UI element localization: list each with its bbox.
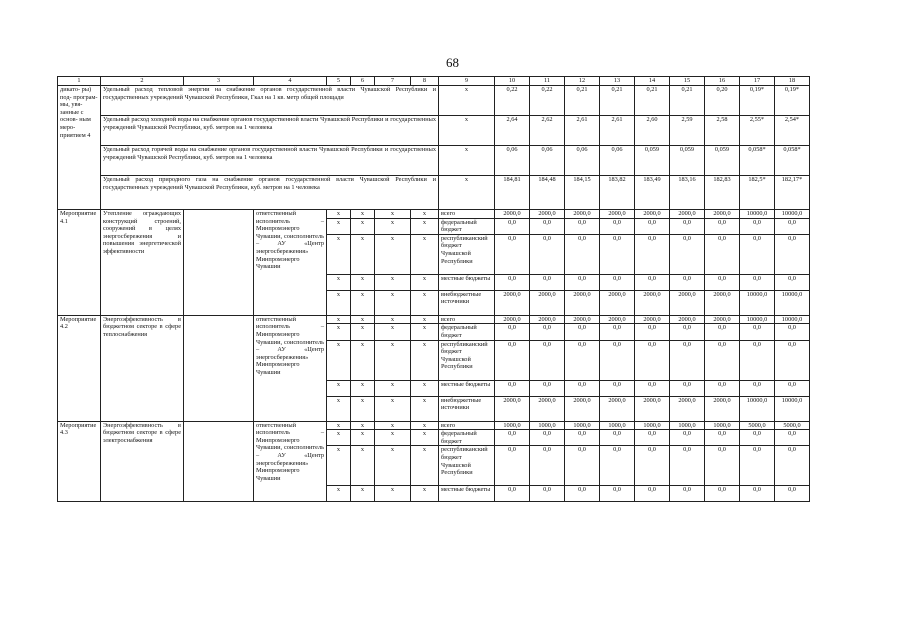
funding-value: 10000,0 (775, 396, 810, 421)
indicator-value: 0,21 (565, 86, 600, 116)
funding-value: 0,0 (740, 340, 775, 380)
funding-value: 0,0 (530, 430, 565, 446)
funding-value: 2000,0 (600, 315, 635, 324)
header-row (58, 77, 810, 86)
funding-value: 10000,0 (775, 315, 810, 324)
funding-value: 0,0 (495, 380, 530, 396)
funding-value: 2000,0 (565, 396, 600, 421)
indicator-row (58, 176, 810, 210)
funding-value: 0,0 (565, 446, 600, 486)
funding-value: 0,0 (705, 234, 740, 274)
x-mark-cell: x (375, 218, 411, 234)
x-mark-cell: x (327, 274, 351, 290)
funding-source: всего (439, 315, 495, 324)
x-mark-cell: x (327, 486, 351, 502)
x-mark-cell: x (351, 324, 375, 340)
measure-name: Мероприятие 4.2 (58, 315, 101, 421)
funding-value: 1000,0 (635, 421, 670, 430)
x-mark-cell: x (375, 340, 411, 380)
x-mark-cell: x (375, 234, 411, 274)
x-mark-cell: x (327, 218, 351, 234)
indicator-value: 182,83 (705, 176, 740, 210)
funding-value: 0,0 (635, 218, 670, 234)
funding-value: 0,0 (530, 234, 565, 274)
x-mark-cell: x (351, 290, 375, 315)
x-mark-cell: x (351, 218, 375, 234)
funding-value: 10000,0 (740, 290, 775, 315)
header-cell: 7 (375, 77, 411, 86)
measure-title: Энергоэффективность в бюджетном секторе в сфере электроснабжения (101, 421, 184, 502)
header-cell: 1 (58, 77, 101, 86)
indicator-value: 0,21 (670, 86, 705, 116)
funding-value: 0,0 (600, 380, 635, 396)
header-cell: 10 (495, 77, 530, 86)
funding-value: 0,0 (670, 430, 705, 446)
funding-value: 0,0 (600, 340, 635, 380)
funding-row (58, 315, 810, 324)
funding-value: 2000,0 (530, 396, 565, 421)
funding-value: 10000,0 (740, 315, 775, 324)
funding-value: 10000,0 (775, 290, 810, 315)
measure-responsible: ответственный исполнитель – Минпромэнерго Чувашии, соисполнитель – АУ «Центр энергосбережения» Минпромэнерго Чувашии (254, 421, 327, 502)
indicator-value: 182,5* (740, 176, 775, 210)
header-cell: 13 (600, 77, 635, 86)
funding-value: 0,0 (565, 218, 600, 234)
funding-value: 0,0 (530, 340, 565, 380)
x-mark-cell: x (375, 486, 411, 502)
funding-source: внебюджетные источники (439, 396, 495, 421)
funding-value: 0,0 (495, 274, 530, 290)
funding-value: 0,0 (565, 234, 600, 274)
x-mark-cell: x (375, 210, 411, 219)
funding-row (58, 421, 810, 430)
indicator-value: 0,19* (740, 86, 775, 116)
indicator-value: 2,61 (600, 116, 635, 146)
measure-title: Утепление ограждающих конструкций строений, сооружений в целях энергосбережения и повышения энергетической эффективности (101, 210, 184, 316)
x-mark-cell: x (327, 324, 351, 340)
indicator-description: Удельный расход холодной воды на снабжение органов государственной власти Чувашской Республики и государственных учреждений Чувашской Республики, куб. метров на 1 человека (101, 116, 439, 146)
x-mark-cell: x (411, 486, 439, 502)
funding-value: 2000,0 (600, 210, 635, 219)
funding-value: 1000,0 (530, 421, 565, 430)
funding-value: 0,0 (600, 234, 635, 274)
funding-value: 0,0 (635, 486, 670, 502)
indicator-value: 182,17* (775, 176, 810, 210)
funding-value: 0,0 (635, 430, 670, 446)
indicator-block-label: дикато- ры) под- програм- мы, увя- занные с основ- ным меро- приятием 4 (58, 86, 101, 210)
funding-value: 0,0 (740, 380, 775, 396)
x-mark-cell: x (411, 430, 439, 446)
funding-source: всего (439, 210, 495, 219)
funding-value: 0,0 (740, 274, 775, 290)
funding-value: 0,0 (495, 446, 530, 486)
funding-value: 0,0 (530, 446, 565, 486)
funding-value: 0,0 (670, 324, 705, 340)
header-cell: 6 (351, 77, 375, 86)
funding-value: 10000,0 (740, 210, 775, 219)
x-mark-cell: x (351, 340, 375, 380)
funding-value: 0,0 (775, 324, 810, 340)
funding-value: 2000,0 (635, 210, 670, 219)
funding-source: местные бюджеты (439, 274, 495, 290)
funding-value: 0,0 (705, 274, 740, 290)
funding-value: 0,0 (775, 218, 810, 234)
funding-value: 0,0 (565, 486, 600, 502)
header-cell: 8 (411, 77, 439, 86)
funding-row (58, 210, 810, 219)
indicator-value: 0,059 (635, 146, 670, 176)
empty-cell (184, 210, 254, 316)
measure-name: Мероприятие 4.1 (58, 210, 101, 316)
indicator-value: 0,19* (775, 86, 810, 116)
indicator-mark: x (439, 176, 495, 210)
funding-value: 0,0 (740, 446, 775, 486)
funding-value: 0,0 (775, 486, 810, 502)
funding-value: 2000,0 (565, 290, 600, 315)
funding-value: 0,0 (530, 218, 565, 234)
funding-value: 0,0 (495, 234, 530, 274)
funding-source: республиканский бюджет Чувашской Республики (439, 446, 495, 486)
funding-value: 0,0 (670, 218, 705, 234)
funding-value: 0,0 (670, 274, 705, 290)
x-mark-cell: x (411, 421, 439, 430)
funding-value: 2000,0 (495, 315, 530, 324)
funding-value: 0,0 (530, 486, 565, 502)
indicator-value: 0,21 (600, 86, 635, 116)
funding-value: 2000,0 (635, 396, 670, 421)
funding-value: 0,0 (705, 446, 740, 486)
x-mark-cell: x (327, 290, 351, 315)
x-mark-cell: x (351, 486, 375, 502)
funding-source: республиканский бюджет Чувашской Республики (439, 340, 495, 380)
funding-value: 2000,0 (705, 290, 740, 315)
funding-value: 0,0 (565, 274, 600, 290)
indicator-value: 0,06 (600, 146, 635, 176)
indicator-value: 0,21 (635, 86, 670, 116)
funding-source: республиканский бюджет Чувашской Республики (439, 234, 495, 274)
x-mark-cell: x (411, 396, 439, 421)
measure-responsible: ответственный исполнитель – Минпромэнерго Чувашии, соисполнитель – АУ «Центр энергосбережения» Минпромэнерго Чувашии (254, 210, 327, 316)
indicator-value: 0,06 (565, 146, 600, 176)
funding-value: 0,0 (600, 274, 635, 290)
x-mark-cell: x (375, 446, 411, 486)
funding-value: 0,0 (530, 380, 565, 396)
x-mark-cell: x (351, 274, 375, 290)
x-mark-cell: x (327, 380, 351, 396)
funding-value: 0,0 (565, 430, 600, 446)
funding-value: 0,0 (635, 274, 670, 290)
empty-cell (184, 421, 254, 502)
funding-value: 0,0 (670, 380, 705, 396)
indicator-row (58, 116, 810, 146)
header-cell: 5 (327, 77, 351, 86)
header-cell: 2 (101, 77, 184, 86)
x-mark-cell: x (351, 446, 375, 486)
funding-source: федеральный бюджет (439, 430, 495, 446)
indicator-value: 0,06 (495, 146, 530, 176)
header-cell: 9 (439, 77, 495, 86)
x-mark-cell: x (375, 380, 411, 396)
indicator-mark: x (439, 146, 495, 176)
funding-value: 1000,0 (705, 421, 740, 430)
x-mark-cell: x (411, 290, 439, 315)
indicator-value: 0,059 (670, 146, 705, 176)
x-mark-cell: x (375, 396, 411, 421)
x-mark-cell: x (375, 274, 411, 290)
funding-value: 2000,0 (705, 396, 740, 421)
funding-value: 2000,0 (495, 396, 530, 421)
indicator-value: 184,48 (530, 176, 565, 210)
funding-value: 0,0 (705, 486, 740, 502)
funding-value: 0,0 (495, 486, 530, 502)
funding-source: федеральный бюджет (439, 324, 495, 340)
funding-value: 0,0 (530, 274, 565, 290)
funding-value: 2000,0 (495, 210, 530, 219)
x-mark-cell: x (375, 290, 411, 315)
indicator-value: 2,55* (740, 116, 775, 146)
funding-value: 2000,0 (530, 315, 565, 324)
funding-value: 1000,0 (670, 421, 705, 430)
indicator-value: 183,49 (635, 176, 670, 210)
funding-value: 2000,0 (705, 315, 740, 324)
funding-value: 0,0 (705, 218, 740, 234)
funding-value: 2000,0 (670, 315, 705, 324)
x-mark-cell: x (351, 315, 375, 324)
funding-value: 2000,0 (670, 210, 705, 219)
indicator-value: 183,82 (600, 176, 635, 210)
page-number: 68 (446, 55, 459, 70)
header-cell: 3 (184, 77, 254, 86)
indicator-value: 2,64 (495, 116, 530, 146)
x-mark-cell: x (375, 324, 411, 340)
funding-source: всего (439, 421, 495, 430)
header-cell: 17 (740, 77, 775, 86)
funding-source: федеральный бюджет (439, 218, 495, 234)
indicator-value: 0,059 (705, 146, 740, 176)
funding-value: 2000,0 (635, 290, 670, 315)
header-cell: 18 (775, 77, 810, 86)
funding-value: 0,0 (775, 380, 810, 396)
indicator-mark: x (439, 86, 495, 116)
funding-value: 2000,0 (670, 396, 705, 421)
funding-value: 0,0 (705, 324, 740, 340)
funding-value: 0,0 (670, 234, 705, 274)
funding-value: 2000,0 (600, 396, 635, 421)
funding-value: 0,0 (740, 430, 775, 446)
funding-value: 0,0 (565, 340, 600, 380)
funding-value: 5000,0 (775, 421, 810, 430)
funding-value: 2000,0 (600, 290, 635, 315)
funding-value: 1000,0 (600, 421, 635, 430)
funding-value: 0,0 (635, 446, 670, 486)
funding-value: 0,0 (495, 340, 530, 380)
funding-value: 0,0 (530, 324, 565, 340)
x-mark-cell: x (411, 340, 439, 380)
funding-value: 0,0 (600, 218, 635, 234)
measure-name: Мероприятие 4.3 (58, 421, 101, 502)
indicator-description: Удельный расход тепловой энергии на снабжение органов государственной власти Чувашской Республики и государственных учреждений Чувашской Республики, Гкал на 1 кв. метр общей площади (101, 86, 439, 116)
x-mark-cell: x (411, 324, 439, 340)
x-mark-cell: x (375, 421, 411, 430)
funding-source: местные бюджеты (439, 486, 495, 502)
funding-value: 0,0 (495, 324, 530, 340)
indicator-value: 0,058* (775, 146, 810, 176)
funding-value: 0,0 (635, 324, 670, 340)
x-mark-cell: x (327, 446, 351, 486)
funding-value: 1000,0 (495, 421, 530, 430)
funding-value: 2000,0 (565, 210, 600, 219)
program-table (57, 76, 810, 502)
funding-value: 0,0 (495, 218, 530, 234)
funding-value: 0,0 (600, 486, 635, 502)
indicator-description: Удельный расход горячей воды на снабжение органов государственной власти Чувашской Республики и государственных учреждений Чувашской Республики, куб. метров на 1 человека (101, 146, 439, 176)
funding-value: 0,0 (600, 324, 635, 340)
header-cell: 11 (530, 77, 565, 86)
indicator-mark: x (439, 116, 495, 146)
indicator-value: 184,81 (495, 176, 530, 210)
empty-cell (184, 315, 254, 421)
funding-value: 2000,0 (635, 315, 670, 324)
indicator-value: 184,15 (565, 176, 600, 210)
x-mark-cell: x (411, 446, 439, 486)
x-mark-cell: x (327, 234, 351, 274)
funding-value: 10000,0 (740, 396, 775, 421)
header-cell: 4 (254, 77, 327, 86)
indicator-value: 2,61 (565, 116, 600, 146)
funding-value: 0,0 (775, 234, 810, 274)
funding-value: 1000,0 (565, 421, 600, 430)
funding-source: внебюджетные источники (439, 290, 495, 315)
funding-value: 2000,0 (705, 210, 740, 219)
funding-value: 0,0 (670, 340, 705, 380)
x-mark-cell: x (351, 396, 375, 421)
x-mark-cell: x (327, 340, 351, 380)
x-mark-cell: x (327, 421, 351, 430)
indicator-value: 0,06 (530, 146, 565, 176)
funding-value: 0,0 (670, 486, 705, 502)
header-cell: 15 (670, 77, 705, 86)
indicator-value: 2,62 (530, 116, 565, 146)
measure-responsible: ответственный исполнитель – Минпромэнерго Чувашии, соисполнитель – АУ «Центр энергосбережения» Минпромэнерго Чувашии (254, 315, 327, 421)
indicator-value: 2,59 (670, 116, 705, 146)
indicator-value: 183,16 (670, 176, 705, 210)
x-mark-cell: x (411, 210, 439, 219)
x-mark-cell: x (327, 210, 351, 219)
funding-value: 2000,0 (565, 315, 600, 324)
funding-value: 0,0 (740, 234, 775, 274)
funding-value: 0,0 (740, 218, 775, 234)
x-mark-cell: x (327, 430, 351, 446)
x-mark-cell: x (351, 430, 375, 446)
indicator-value: 2,60 (635, 116, 670, 146)
funding-value: 0,0 (740, 486, 775, 502)
funding-value: 0,0 (775, 446, 810, 486)
x-mark-cell: x (351, 380, 375, 396)
funding-value: 0,0 (670, 446, 705, 486)
funding-value: 0,0 (705, 430, 740, 446)
funding-value: 0,0 (775, 274, 810, 290)
funding-value: 2000,0 (530, 290, 565, 315)
funding-value: 0,0 (775, 340, 810, 380)
x-mark-cell: x (351, 421, 375, 430)
funding-value: 0,0 (600, 446, 635, 486)
indicator-description: Удельный расход природного газа на снабжение органов государственной власти Чувашской Республики и государственных учреждений Чувашской Республики, куб. метров на 1 человека (101, 176, 439, 210)
header-cell: 12 (565, 77, 600, 86)
x-mark-cell: x (351, 234, 375, 274)
indicator-row (58, 146, 810, 176)
x-mark-cell: x (411, 234, 439, 274)
funding-value: 0,0 (635, 340, 670, 380)
indicator-value: 2,58 (705, 116, 740, 146)
funding-value: 2000,0 (495, 290, 530, 315)
funding-value: 0,0 (565, 380, 600, 396)
funding-value: 0,0 (775, 430, 810, 446)
header-cell: 16 (705, 77, 740, 86)
indicator-value: 0,22 (530, 86, 565, 116)
x-mark-cell: x (411, 274, 439, 290)
x-mark-cell: x (411, 315, 439, 324)
funding-value: 10000,0 (775, 210, 810, 219)
x-mark-cell: x (411, 218, 439, 234)
indicator-value: 2,54* (775, 116, 810, 146)
x-mark-cell: x (327, 396, 351, 421)
funding-value: 0,0 (565, 324, 600, 340)
funding-value: 0,0 (495, 430, 530, 446)
funding-value: 0,0 (600, 430, 635, 446)
indicator-row (58, 86, 810, 116)
funding-value: 2000,0 (530, 210, 565, 219)
x-mark-cell: x (327, 315, 351, 324)
x-mark-cell: x (411, 380, 439, 396)
funding-value: 0,0 (635, 234, 670, 274)
funding-source: местные бюджеты (439, 380, 495, 396)
funding-value: 0,0 (740, 324, 775, 340)
measure-title: Энергоэффективность в бюджетном секторе в сфере теплоснабжения (101, 315, 184, 421)
indicator-value: 0,058* (740, 146, 775, 176)
funding-value: 2000,0 (670, 290, 705, 315)
header-cell: 14 (635, 77, 670, 86)
funding-value: 0,0 (705, 340, 740, 380)
funding-value: 0,0 (635, 380, 670, 396)
funding-value: 0,0 (705, 380, 740, 396)
indicator-value: 0,22 (495, 86, 530, 116)
x-mark-cell: x (375, 430, 411, 446)
indicator-value: 0,20 (705, 86, 740, 116)
x-mark-cell: x (351, 210, 375, 219)
x-mark-cell: x (375, 315, 411, 324)
funding-value: 5000,0 (740, 421, 775, 430)
